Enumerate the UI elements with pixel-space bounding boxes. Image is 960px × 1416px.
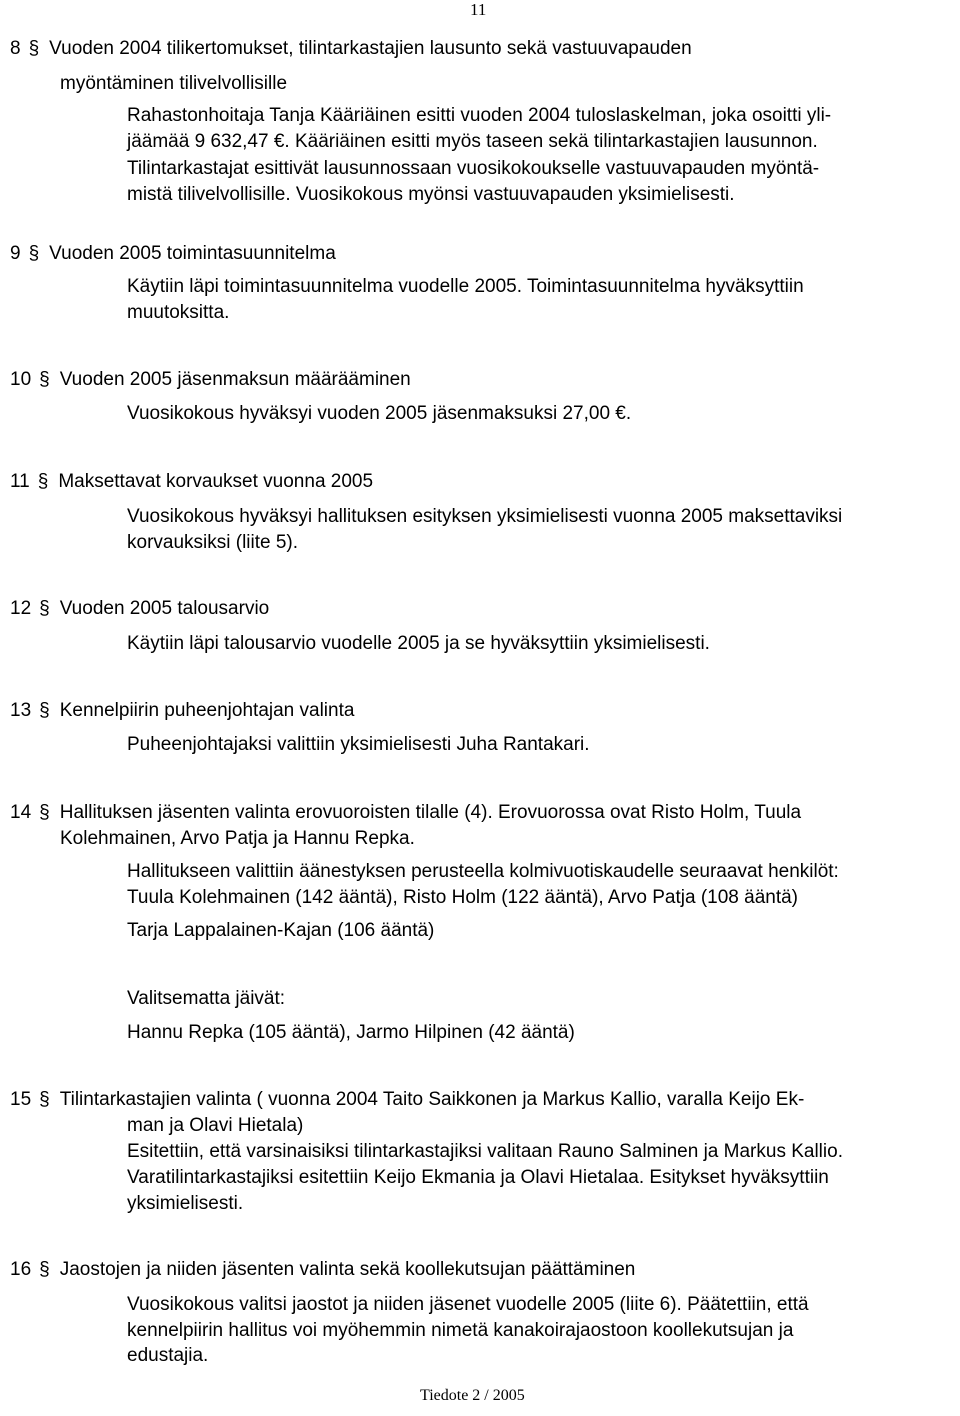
section-symbol: § [39,598,50,619]
section-title: Hallituksen jäsenten valinta erovuoroisten tilalle (4). Erovuorossa ovat Risto Holm, Tuula [59,802,802,823]
footer: Tiedote 2 / 2005 [420,1387,525,1404]
section-number: 9 [10,243,21,264]
section-symbol: § [39,369,50,390]
section-symbol: § [39,1089,50,1110]
section-title-continued: Kolehmainen, Arvo Patja ja Hannu Repka. [60,828,415,849]
section-number: 11 [10,471,30,492]
section-title: Tilintarkastajien valinta ( vuonna 2004 Taito Saikkonen ja Markus Kallio, varalla Keijo Ek- [59,1089,805,1110]
section-title: Vuoden 2005 talousarvio [59,598,270,619]
body-line: edustajia. [127,1345,209,1366]
body-line: Käytiin läpi talousarvio vuodelle 2005 ja se hyväksyttiin yksimielisesti. [127,633,710,654]
body-line: Tilintarkastajat esittivät lausunnossaan vuosikokoukselle vastuuvapauden myöntä- [127,158,820,179]
page-number: 11 [470,0,487,19]
section-heading-12 [10,597,269,621]
section-number: 13 [10,700,32,721]
body-line: korvauksiksi (liite 5). [127,532,299,553]
section-heading-15 [10,1088,804,1112]
section-title: Maksettavat korvaukset vuonna 2005 [58,471,374,492]
body-line: Esitettiin, että varsinaisiksi tilintarkastajiksi valitaan Rauno Salminen ja Markus Kallio. [127,1141,843,1162]
section-title: Vuoden 2004 tilikertomukset, tilintarkastajien lausunto sekä vastuuvapauden [49,38,692,59]
body-line: Puheenjohtajaksi valittiin yksimielisesti Juha Rantakari. [127,734,590,755]
section-number: 14 [10,802,32,823]
body-line: Vuosikokous hyväksyi hallituksen esityksen yksimielisesti vuonna 2005 maksettaviksi [127,506,843,527]
body-line: Varatilintarkastajiksi esitettiin Keijo Ekmania ja Olavi Hietalaa. Esitykset hyväksyttiin [127,1167,829,1188]
section-title-continued: man ja Olavi Hietala) [127,1115,304,1136]
body-line: Vuosikokous hyväksyi vuoden 2005 jäsenmaksuksi 27,00 €. [127,403,632,424]
body-line: yksimielisesti. [127,1193,244,1214]
section-symbol: § [39,1259,50,1280]
body-line: Hallitukseen valittiin äänestyksen perusteella kolmivuotiskaudelle seuraavat henkilöt: [127,861,839,882]
body-line: Valitsematta jäivät: [127,988,286,1009]
section-heading-16 [10,1258,635,1282]
body-line: Rahastonhoitaja Tanja Kääriäinen esitti vuoden 2004 tuloslaskelman, joka osoitti yli- [127,105,832,126]
section-title: Vuoden 2005 toimintasuunnitelma [49,243,336,264]
body-line: Tarja Lappalainen-Kajan (106 ääntä) [127,920,435,941]
section-heading-10 [10,368,411,392]
body-line: Tuula Kolehmainen (142 ääntä), Risto Holm (122 ääntä), Arvo Patja (108 ääntä) [127,887,799,908]
section-heading-14 [10,801,801,825]
body-line: Vuosikokous valitsi jaostot ja niiden jäsenet vuodelle 2005 (liite 6). Päätettiin, että [127,1294,809,1315]
section-heading-13 [10,699,354,723]
section-symbol: § [39,802,50,823]
section-number: 8 [10,38,21,59]
section-number: 16 [10,1259,32,1280]
section-title: Vuoden 2005 jäsenmaksun määrääminen [59,369,411,390]
section-title: Kennelpiirin puheenjohtajan valinta [59,700,355,721]
section-number: 15 [10,1089,32,1110]
section-heading-8 [10,37,692,61]
section-symbol: § [28,243,40,264]
section-symbol: § [39,700,50,721]
section-title: Jaostojen ja niiden jäsenten valinta sekä koollekutsujan päättäminen [59,1259,636,1280]
body-line: Hannu Repka (105 ääntä), Jarmo Hilpinen (42 ääntä) [127,1022,575,1043]
section-symbol: § [28,38,40,59]
body-line: Käytiin läpi toimintasuunnitelma vuodelle 2005. Toimintasuunnitelma hyväksyttiin [127,276,804,297]
body-line: kennelpiirin hallitus voi myöhemmin nimetä kanakoirajaostoon koollekutsujan ja [127,1320,794,1341]
body-line: muutoksitta. [127,302,230,323]
section-number: 10 [10,369,32,390]
body-line: mistä tilivelvollisille. Vuosikokous myönsi vastuuvapauden yksimielisesti. [127,184,735,205]
section-heading-11 [10,470,373,494]
section-title-continued: myöntäminen tilivelvollisille [60,73,288,94]
section-heading-9 [10,242,336,266]
section-number: 12 [10,598,32,619]
body-line: jäämää 9 632,47 €. Kääriäinen esitti myös taseen sekä tilintarkastajien lausunnon. [127,131,818,152]
section-symbol: § [37,471,49,492]
